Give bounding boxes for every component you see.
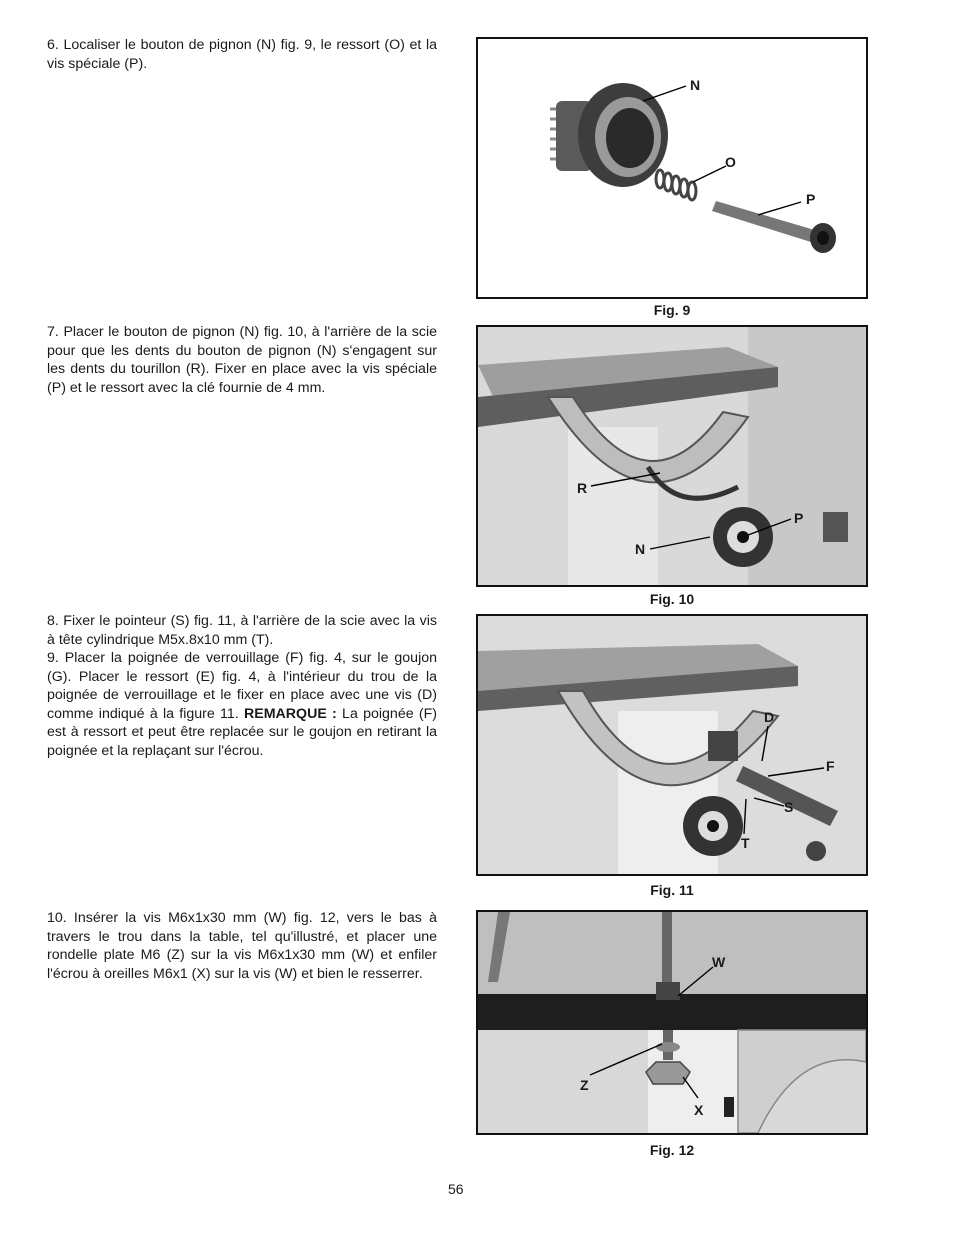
figure-11-photo [476,614,868,876]
step-9-text-b: La poignée (F) est à ressort et peut être replacée sur le goujon en retirant la poignée et la replaçant sur l'écrou. [47,705,437,759]
fig9-label-o: O [725,154,736,170]
page-number: 56 [448,1181,464,1197]
figure-9-photo [476,37,868,299]
fig10-illustration [478,327,866,585]
fig9-label-n: N [690,77,701,93]
figure-12-photo [476,910,868,1135]
fig12-illustration [478,912,866,1133]
step-7-text: 7. Placer le bouton de pignon (N) fig. 10, à l'arrière de la scie pour que les dents du bouton de pignon (N) s'engagent sur les dents du tourillon (R). Fixer en place avec la vis spéciale (P) et le ressort avec la clé fournie de 4 mm. [47,324,437,396]
fig10-caption: Fig. 10 [649,591,695,607]
fig11-label-t: T [741,835,750,851]
step-10-text: 10. Insérer la vis M6x1x30 mm (W) fig. 12, vers le bas à travers le trou dans la table, tel qu'illustré, et placer une rondelle plate M6 (Z) sur la vis M6x1x30 mm (W) et enfiler l'écrou à oreilles M6x1 (X) sur la vis (W) et bien le resserrer. [47,910,437,982]
fig12-label-z: Z [580,1077,589,1093]
step-6-text: 6. Localiser le bouton de pignon (N) fig. 9, le ressort (O) et la vis spéciale (P). [47,37,437,72]
step-8-text: 8. Fixer le pointeur (S) fig. 11, à l'arrière de la scie avec la vis à tête cylindrique M5x.8x10 mm (T). [47,613,437,648]
fig9-caption: Fig. 9 [653,302,691,318]
step-9-text-a: 9. Placer la poignée de verrouillage (F) fig. 4, sur le goujon (G). Placer le ressort (E) fig. 4, à l'intérieur du trou de la poignée de verrouillage et le fixer en place avec une vis (D) comme indiqué à la figure 11. [47,650,437,722]
fig12-label-x: X [694,1102,704,1118]
fig12-label-w: W [712,954,726,970]
fig9-illustration [478,39,866,297]
fig10-label-p: P [794,510,804,526]
fig11-label-d: D [764,709,775,725]
fig10-label-r: R [577,480,588,496]
fig12-caption: Fig. 12 [649,1142,695,1158]
fig11-illustration [478,616,866,874]
fig10-label-n: N [635,541,646,557]
figure-10-photo [476,325,868,587]
fig9-label-p: P [806,191,816,207]
fig11-caption: Fig. 11 [650,882,694,898]
fig11-label-f: F [826,758,835,774]
step-9-text [47,649,437,761]
fig11-label-s: S [784,799,794,815]
remarque-label: REMARQUE : [244,705,337,722]
